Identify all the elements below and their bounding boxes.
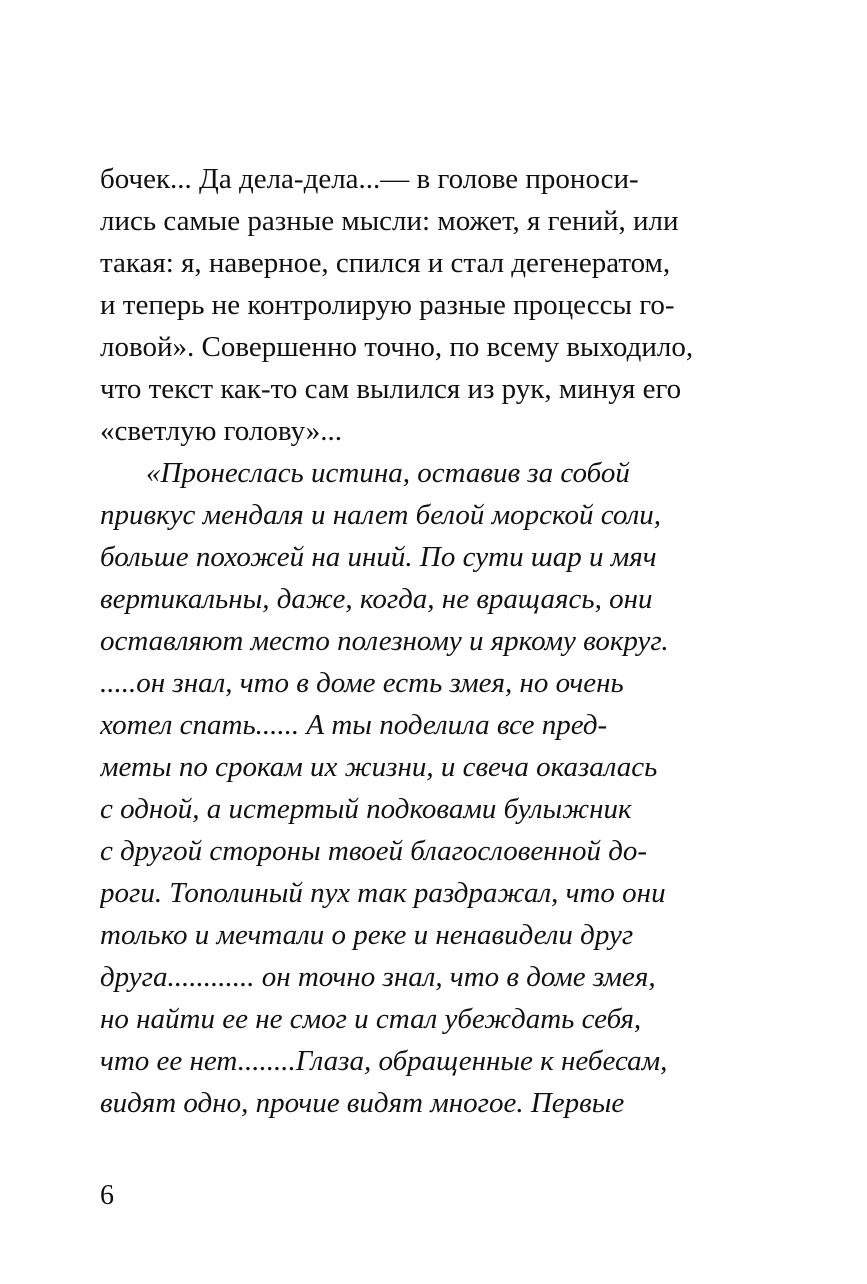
italic-line: что ее нет........Глаза, обращенные к небесам, [100,1045,668,1077]
italic-paragraph-first-line: «Пронеслась истина, оставив за собой [146,457,630,489]
italic-line: с одной, а истертый подковами булыжник [100,793,632,825]
italic-line: видят одно, прочие видят многое. Первые [100,1087,625,1119]
text-line: «светлую голову»... [100,415,343,447]
text-line: такая: я, наверное, спился и стал дегенератом, [100,247,671,279]
text-line: и теперь не контролирую разные процессы го- [100,289,675,321]
italic-line: больше похожей на иний. По сути шар и мяч [100,541,657,573]
text-line: ловой». Совершенно точно, по всему выходило, [100,331,694,363]
italic-line: меты по срокам их жизни, и свеча оказалась [100,751,658,783]
italic-line: только и мечтали о реке и ненавидели друг [100,919,634,951]
italic-line: оставляют место полезному и яркому вокруг. [100,625,669,657]
text-line: что текст как-то сам вылился из рук, минуя его [100,373,682,405]
italic-line: привкус мендаля и налет белой морской соли, [100,499,662,531]
italic-line: .....он знал, что в доме есть змея, но очень [100,667,624,699]
text-block [100,158,760,1124]
text-line: лись самые разные мысли: может, я гений, или [100,205,679,237]
italic-line: роги. Тополиный пух так раздражал, что они [100,877,666,909]
text-line: бочек... Да дела-дела...— в голове проноси- [100,163,639,195]
italic-line: хотел спать...... А ты поделила все пред- [100,709,608,741]
italic-line: с другой стороны твоей благословенной до- [100,835,648,867]
italic-line: друга............ он точно знал, что в доме змея, [100,961,656,993]
italic-line: вертикальны, даже, когда, не вращаясь, они [100,583,653,615]
italic-line: но найти ее не смог и стал убеждать себя, [100,1003,642,1035]
page-number: 6 [100,1180,114,1211]
